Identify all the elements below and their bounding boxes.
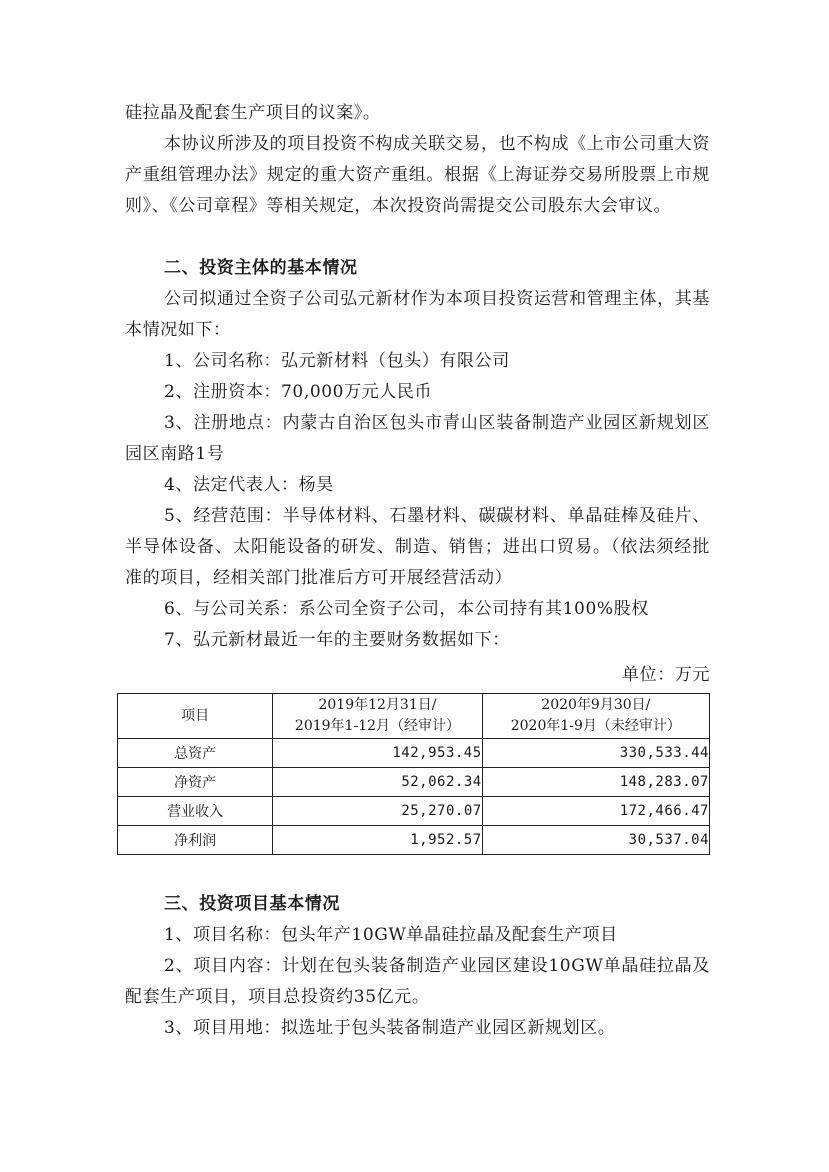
value-2019: 1,952.57 [273, 826, 482, 855]
value-2019: 52,062.34 [273, 768, 482, 797]
list-item-financial-intro: 7、弘元新材最近一年的主要财务数据如下： [164, 630, 510, 650]
list-item-legal-rep: 4、法定代表人：杨昊 [164, 475, 334, 495]
header-2019 [273, 694, 482, 739]
header-2020-line1: 2020年9月30日/ [541, 697, 651, 713]
value-2020: 148,283.07 [482, 768, 709, 797]
table-row [118, 797, 710, 826]
row-label: 净资产 [118, 768, 273, 797]
header-2019-line2: 2019年1-12月（经审计） [294, 718, 461, 734]
spacer [125, 222, 710, 253]
section-heading-project: 三、投资项目基本情况 [164, 894, 340, 914]
list-item-business-scope: 5、经营范围：半导体材料、石墨材料、碳碳材料、单晶硅棒及硅片、半导体设备、太阳能设备的研发、制造、销售；进出口贸易。（依法须经批准的项目，经相关部门批准后方可开展经营活动） [125, 506, 710, 588]
list-item-project-name: 1、项目名称：包头年产10GW单晶硅拉晶及配套生产项目 [164, 925, 618, 945]
header-item: 项目 [118, 694, 273, 739]
financial-table [117, 693, 710, 855]
row-label: 总资产 [118, 739, 273, 768]
table-row [118, 826, 710, 855]
value-2020: 30,537.04 [482, 826, 709, 855]
list-item-company-name: 1、公司名称：弘元新材料（包头）有限公司 [164, 351, 510, 371]
table-header-row [118, 694, 710, 739]
table-row [118, 739, 710, 768]
spacer [125, 855, 710, 889]
header-2020-line2: 2020年1-9月（未经审计） [510, 718, 681, 734]
value-2020: 330,533.44 [482, 739, 709, 768]
row-label: 营业收入 [118, 797, 273, 826]
list-item-project-content: 2、项目内容：计划在包头装备制造产业园区建设10GW单晶硅拉晶及配套生产项目，项目总投资约35亿元。 [125, 956, 710, 1007]
paragraph-investor-intro: 公司拟通过全资子公司弘元新材作为本项目投资运营和管理主体，其基本情况如下： [125, 289, 710, 340]
list-item-registered-capital: 2、注册资本：70,000万元人民币 [164, 382, 433, 402]
value-2019: 25,270.07 [273, 797, 482, 826]
table-row [118, 768, 710, 797]
continued-line: 硅拉晶及配套生产项目的议案》。 [125, 103, 381, 123]
list-item-registered-address: 3、注册地点：内蒙古自治区包头市青山区装备制造产业园区新规划区园区南路1号 [125, 413, 710, 464]
row-label: 净利润 [118, 826, 273, 855]
list-item-project-site: 3、项目用地：拟选址于包头装备制造产业园区新规划区。 [164, 1018, 616, 1038]
list-item-relationship: 6、与公司关系：系公司全资子公司，本公司持有其100%股权 [164, 599, 649, 619]
document-page [125, 98, 710, 1044]
value-2020: 172,466.47 [482, 797, 709, 826]
paragraph-transaction-note: 本协议所涉及的项目投资不构成关联交易，也不构成《上市公司重大资产重组管理办法》规定的重大资产重组。根据《上海证券交易所股票上市规则》、《公司章程》等相关规定，本次投资尚需提交公司股东大会审议。 [125, 134, 710, 216]
header-2019-line1: 2019年12月31日/ [318, 697, 437, 713]
unit-label: 单位：万元 [622, 665, 710, 685]
header-2020 [482, 694, 709, 739]
value-2019: 142,953.45 [273, 739, 482, 768]
section-heading-investor: 二、投资主体的基本情况 [164, 258, 358, 278]
